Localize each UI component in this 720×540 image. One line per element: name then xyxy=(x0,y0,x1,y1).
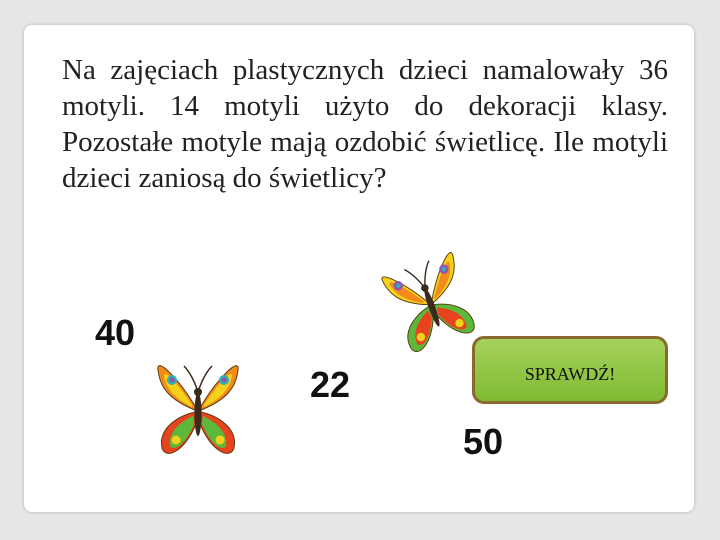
answer-option-40[interactable]: 40 xyxy=(95,312,136,353)
answer-option-50[interactable]: 50 xyxy=(463,421,504,462)
butterfly-icon xyxy=(370,246,490,358)
question-text: Na zajęciach plastycznych dzieci namalowały 36 motyli. 14 motyli użyto do dekoracji klasy. Pozostałe motyle mają ozdobić świetlicę. Ile motyli dzieci zaniosą do świetlicy? xyxy=(62,54,668,194)
answer-option-22[interactable]: 22 xyxy=(310,364,351,405)
check-button[interactable]: SPRAWDŹ! xyxy=(472,336,668,404)
butterfly-icon xyxy=(148,348,248,468)
